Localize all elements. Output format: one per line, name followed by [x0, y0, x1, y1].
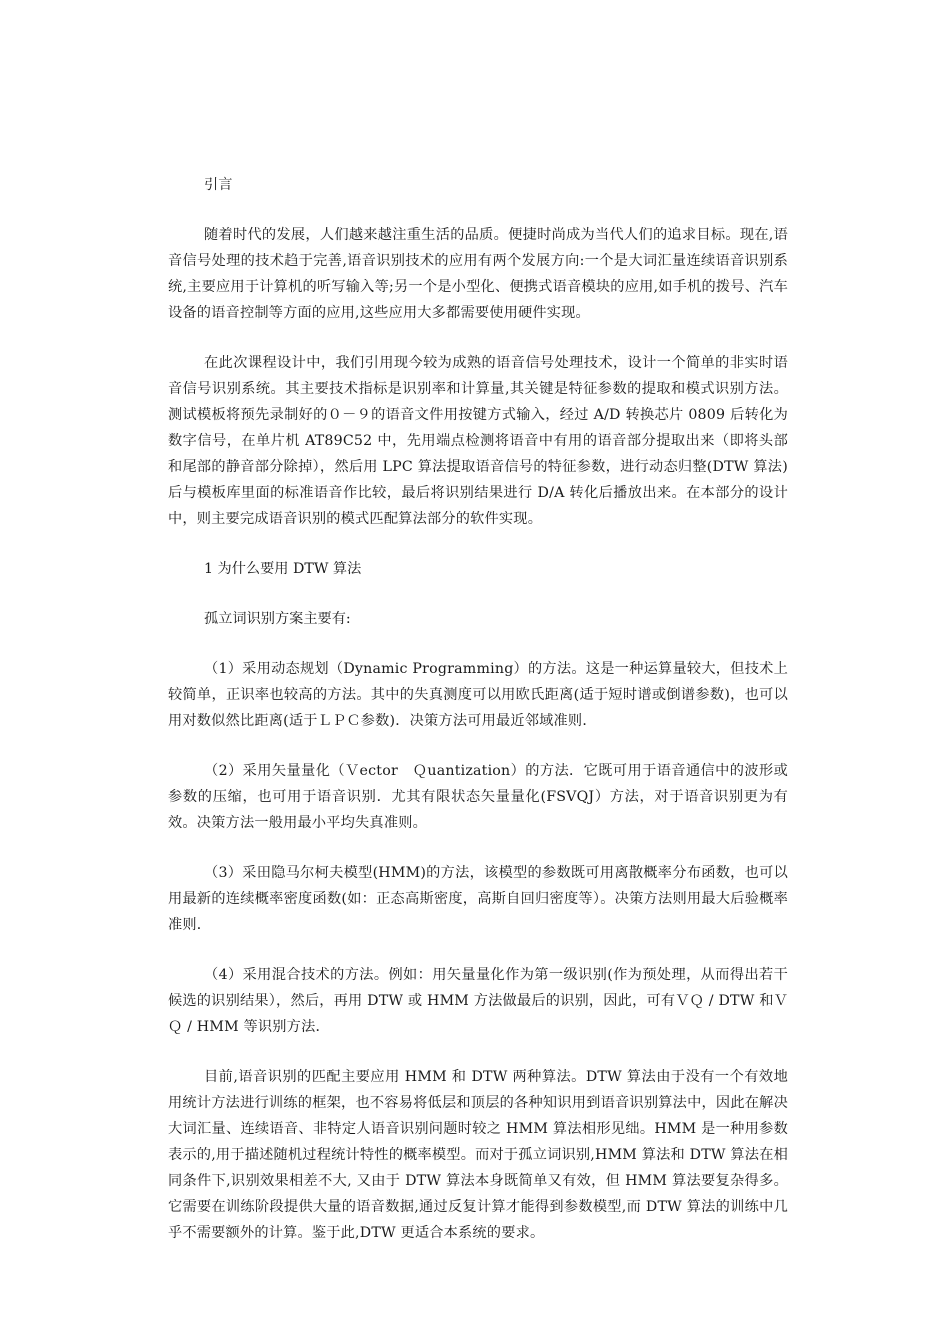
- section-1-heading: 1 为什么要用 DTW 算法: [204, 561, 362, 577]
- conclusion-paragraph: 目前,语音识别的匹配主要应用 HMM 和 DTW 两种算法。DTW 算法由于没有一个有效地用统计方法进行训练的框架，也不容易将低层和顶层的各种知识用到语音识别算法中，因此在解决大词汇量、连续语音、非特定人语音识别问题时较之 HMM 算法相形见绌。HMM 是一种用参数表示的,用于描述随机过程统计特性的概率模型。而对于孤立词识别,HMM 算法和 DTW 算法在相同条件下,识别效果相差不大, 又由于 DTW 算法本身既简单又有效，但 HMM 算法要复杂得多。它需要在训练阶段提供大量的语音数据,通过反复计算才能得到参数模型,而 DTW 算法的训练中几乎不需要额外的计算。鉴于此,DTW 更适合本系统的要求。: [168, 1069, 788, 1241]
- intro-paragraph-1: 随着时代的发展，人们越来越注重生活的品质。便捷时尚成为当代人们的追求目标。现在,语音信号处理的技术趋于完善,语音识别技术的应用有两个发展方向:一个是大词汇量连续语音识别系统,主要应用于计算机的听写输入等;另一个是小型化、便携式语音模块的应用,如手机的拨号、汽车设备的语音控制等方面的应用,这些应用大多都需要使用硬件实现。: [168, 227, 788, 321]
- method-1-paragraph: （1）采用动态规划（Dynamic Programming）的方法。这是一种运算量较大，但技术上较简单，正识率也较高的方法。其中的失真测度可以用欧氏距离(适于短时谱或倒谱参数)，也可以用对数似然比距离(适于ＬＰＣ参数)．决策方法可用最近邻域准则．: [168, 661, 788, 729]
- document-page: [168, 172, 788, 1246]
- method-3-paragraph: （3）采田隐马尔柯夫模型(HMM)的方法，该模型的参数既可用离散概率分布函数，也可以用最新的连续概率密度函数(如：正态高斯密度，高斯自回归密度等）。决策方法则用最大后验概率准则．: [168, 865, 788, 933]
- method-2-paragraph: （2）采用矢量量化（Ｖector Ｑuantization）的方法．它既可用于语音通信中的波形或参数的压缩，也可用于语音识别．尤其有限状态矢量量化(FSVQJ）方法，对于语音识别更为有效。决策方法一般用最小平均失真准则。: [168, 763, 788, 831]
- intro-heading: 引言: [204, 177, 233, 193]
- method-4-paragraph: （4）采用混合技术的方法。例如：用矢量量化作为第一级识别(作为预处理，从而得出若干候选的识别结果），然后，再用 DTW 或 HMM 方法做最后的识别，因此，可有ＶＱ / DTW 和ＶＱ / HMM 等识别方法．: [168, 967, 788, 1035]
- intro-paragraph-2: 在此次课程设计中，我们引用现今较为成熟的语音信号处理技术，设计一个简单的非实时语音信号识别系统。其主要技术指标是识别率和计算量,其关键是特征参数的提取和模式识别方法。测试模板将预先录制好的０－９的语音文件用按键方式输入，经过 A/D 转换芯片 0809 后转化为数字信号，在单片机 AT89C52 中，先用端点检测将语音中有用的语音部分提取出来（即将头部和尾部的静音部分除掉），然后用 LPC 算法提取语音信号的特征参数，进行动态归整(DTW 算法)后与模板库里面的标准语音作比较，最后将识别结果进行 D/A 转化后播放出来。在本部分的设计中，则主要完成语音识别的模式匹配算法部分的软件实现。: [168, 355, 788, 527]
- section-1-intro: 孤立词识别方案主要有:: [204, 611, 351, 627]
